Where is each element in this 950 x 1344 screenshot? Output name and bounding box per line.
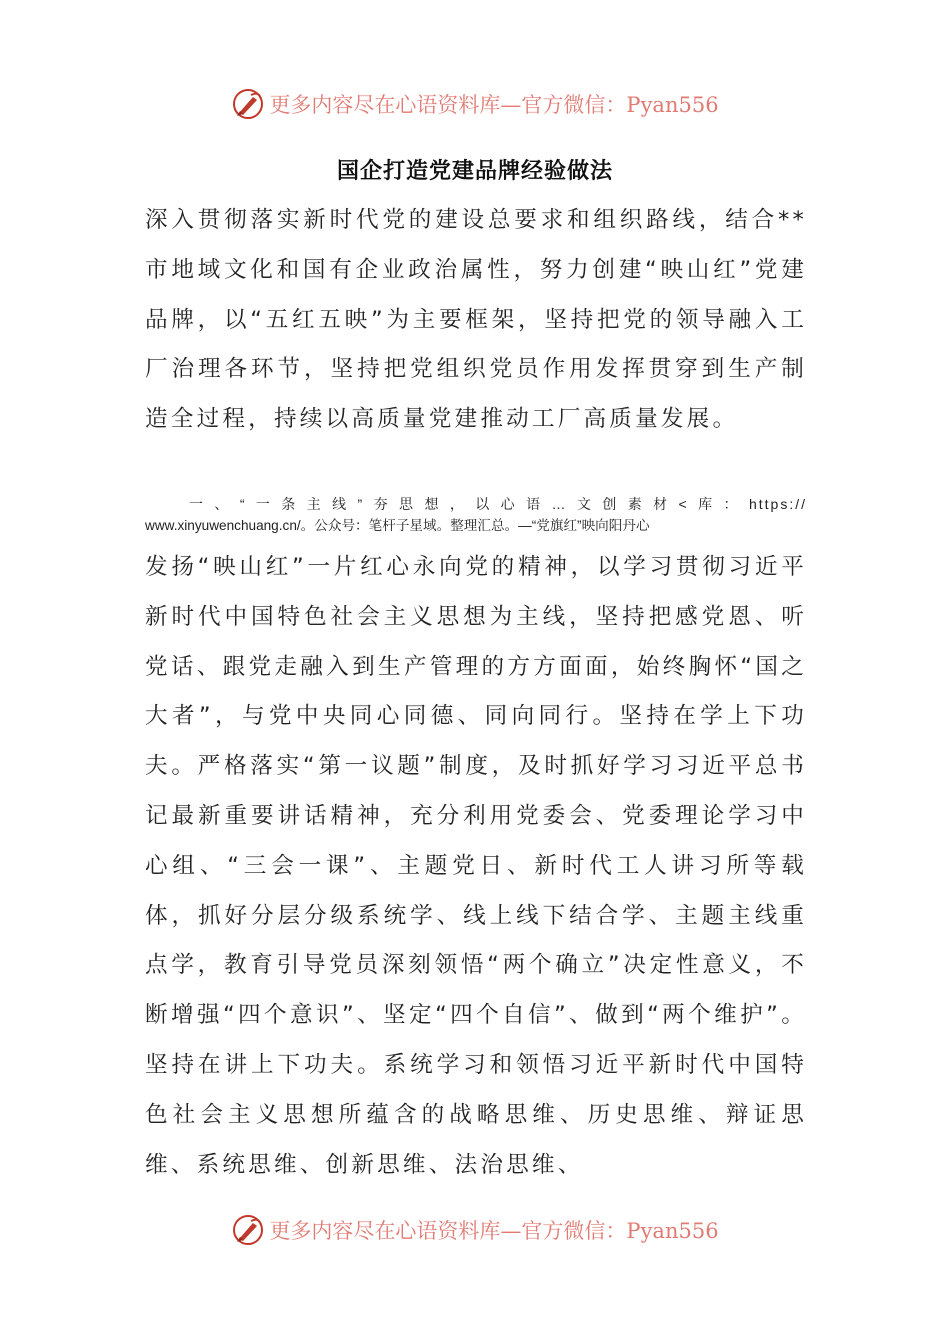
header-banner: [0, 84, 950, 124]
document-title: 国企打造党建品牌经验做法: [336, 158, 613, 184]
footer-banner: [0, 1210, 950, 1250]
intro-paragraph: 深入贯彻落实新时代党的建设总要求和组织路线，结合**市地域文化和国有企业政治属性，努力创建“映山红”党建品牌，以“五红五映”为主要框架，坚持把党的领导融入工厂治理各环节，坚持把党组织党员作用发挥贯穿到生产制造全过程，持续以高质量党建推动工厂高质量发展。: [145, 207, 807, 433]
pen-nib-logo-icon: [231, 1213, 265, 1247]
banner-text: 更多内容尽在心语资料库—官方微信：Pyan556: [269, 93, 719, 117]
body-paragraph: 发扬“映山红”一片红心永向党的精神，以学习贯彻习近平新时代中国特色社会主义思想为主线，坚持把感党恩、听党话、跟党走融入到生产管理的方方面面，始终胸怀“国之大者”，与党中央同心同德、同向同行。坚持在学上下功夫。严格落实“第一议题”制度，及时抓好学习习近平总书记最新重要讲话精神，充分利用党委会、党委理论学习中心组、“三会一课”、主题党日、新时代工人讲习所等载体，抓好分层分级系统学、线上线下结合学、主题主线重点学，教育引导党员深刻领悟“两个确立”决定性意义，不断增强“四个意识”、坚定“四个自信”、做到“两个维护”。坚持在讲上下功夫。系统学习和领悟习近平新时代中国特色社会主义思想所蕴含的战略思维、历史思维、辩证思维、系统思维、创新思维、法治思维、: [145, 554, 807, 1178]
section-heading-line-2: www.xinyuwenchuang.cn/。公众号：笔杆子星域。整理汇总。—“党旗红”映向阳丹心: [145, 518, 650, 533]
section-heading: [145, 493, 807, 537]
section-heading-line-1: 一、“一条主线”夯思想，以心语…文创素材<库：https://: [189, 496, 807, 512]
pen-nib-logo-icon: [231, 87, 265, 121]
banner-text: 更多内容尽在心语资料库—官方微信：Pyan556: [269, 1219, 719, 1243]
